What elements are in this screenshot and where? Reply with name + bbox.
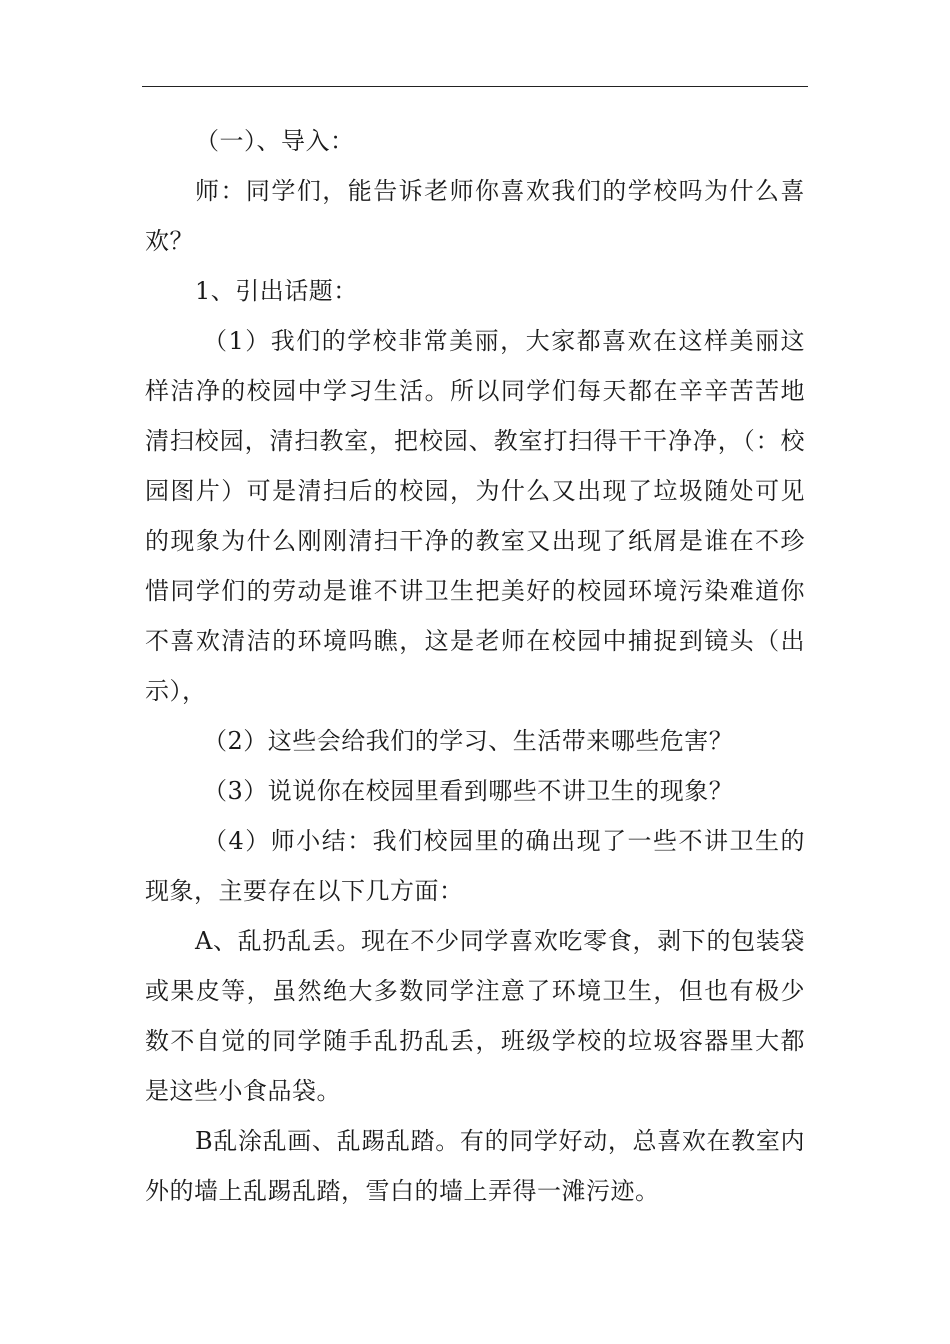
header-rule bbox=[142, 86, 808, 87]
paragraph-teacher-question: 师：同学们，能告诉老师你喜欢我们的学校吗为什么喜欢？ bbox=[145, 177, 805, 255]
paragraph-item-3: （3）说说你在校园里看到哪些不讲卫生的现象？ bbox=[203, 777, 734, 805]
paragraph-point-b: B乱涂乱画、乱踢乱踏。有的同学好动，总喜欢在教室内外的墙上乱踢乱踏，雪白的墙上弄得一滩污迹。 bbox=[145, 1127, 805, 1205]
document-body bbox=[145, 116, 805, 1216]
paragraph-item-1: （1）我们的学校非常美丽，大家都喜欢在这样美丽这样洁净的校园中学习生活。所以同学们每天都在辛辛苦苦地清扫校园，清扫教室，把校园、教室打扫得干干净净，（：校园图片）可是清扫后的校园，为什么又出现了垃圾随处可见的现象为什么刚刚清扫干净的教室又出现了纸屑是谁在不珍惜同学们的劳动是谁不讲卫生把美好的校园环境污染难道你不喜欢清洁的环境吗瞧，这是老师在校园中捕捉到镜头（出示）， bbox=[145, 327, 805, 705]
paragraph-point-a: A、乱扔乱丢。现在不少同学喜欢吃零食，剥下的包装袋或果皮等，虽然绝大多数同学注意了环境卫生，但也有极少数不自觉的同学随手乱扔乱丢，班级学校的垃圾容器里大都是这些小食品袋。 bbox=[145, 927, 805, 1105]
paragraph-topic-heading: 1、引出话题： bbox=[195, 277, 358, 305]
paragraph-item-2: （2）这些会给我们的学习、生活带来哪些危害？ bbox=[203, 727, 734, 755]
section-heading-intro: （一）、导入： bbox=[195, 127, 355, 155]
paragraph-item-4: （4）师小结：我们校园里的确出现了一些不讲卫生的现象，主要存在以下几方面： bbox=[145, 827, 805, 905]
